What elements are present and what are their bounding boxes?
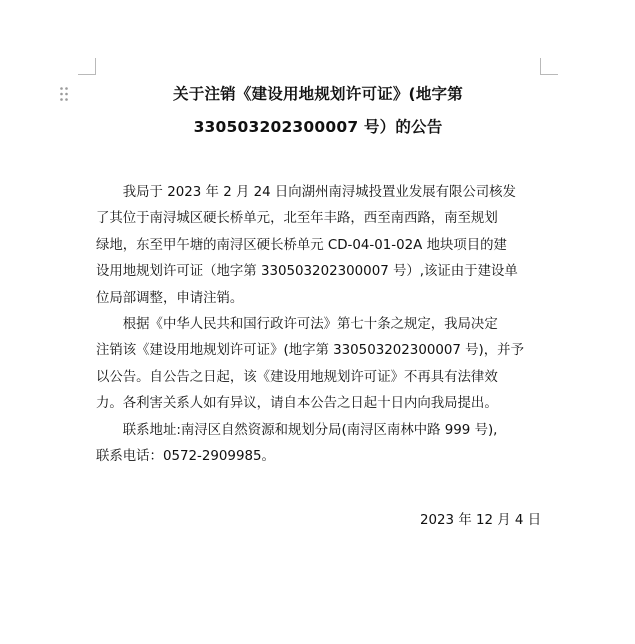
contact-address: 联系地址:南浔区自然资源和规划分局(南浔区南林中路 999 号), xyxy=(96,423,498,438)
paragraph-legal-basis xyxy=(96,312,556,418)
text-line: 绿地，东至甲午塘的南浔区硬长桥单元 CD-04-01-02A 地块项目的建 xyxy=(96,237,507,253)
text-line: 设用地规划许可证（地字第 330503202300007 号）,该证由于建设单 xyxy=(96,264,518,280)
text-line: 力。各利害关系人如有异议，请自本公告之日起十日内向我局提出。 xyxy=(96,396,498,412)
crop-mark-top-left xyxy=(95,58,96,75)
document-title: 关于注销《建设用地规划许可证》(地字第 xyxy=(173,85,463,103)
text-line: 位局部调整，申请注销。 xyxy=(96,290,244,306)
text-line: 根据《中华人民共和国行政许可法》第七十条之规定，我局决定 xyxy=(96,317,498,332)
paragraph-contact xyxy=(96,418,556,471)
announcement-date: 2023 年 12 月 4 日 xyxy=(420,513,542,528)
text-line: 注销该《建设用地规划许可证》(地字第 330503202300007 号)，并予 xyxy=(96,343,524,359)
document-title-continued: 330503202300007 号）的公告 xyxy=(193,118,443,136)
contact-phone: 联系电话：0572-2909985。 xyxy=(96,449,275,465)
text-line: 以公告。自公告之日起，该《建设用地规划许可证》不再具有法律效 xyxy=(96,369,498,385)
crop-mark-top-right xyxy=(540,74,558,75)
crop-mark-top-right xyxy=(540,58,541,75)
paragraph-issuance xyxy=(96,180,556,312)
drag-handle-icon[interactable] xyxy=(59,86,69,102)
text-line: 我局于 2023 年 2 月 24 日向湖州南浔城投置业发展有限公司核发 xyxy=(96,185,516,200)
crop-mark-top-left xyxy=(78,74,96,75)
text-line: 了其位于南浔城区硬长桥单元，北至年丰路，西至南西路，南至规划 xyxy=(96,211,498,227)
